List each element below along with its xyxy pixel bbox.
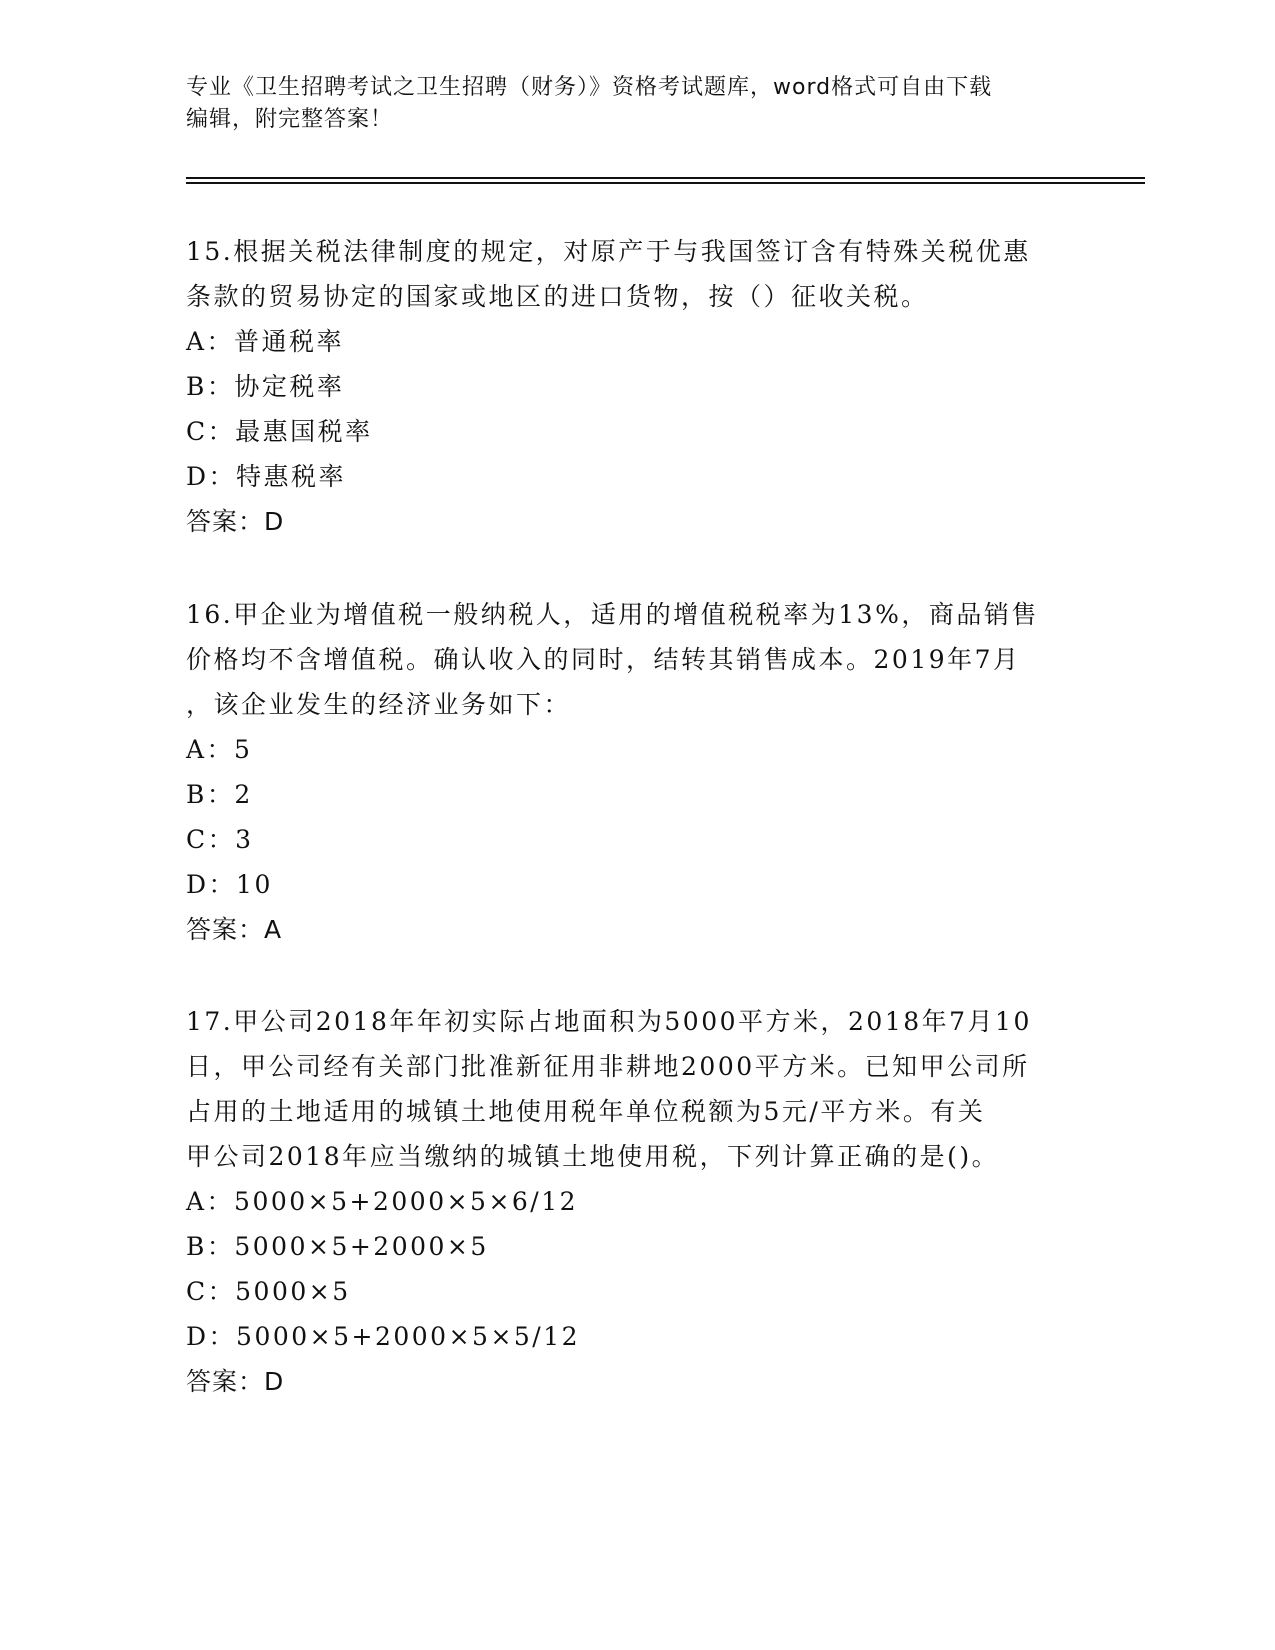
question-17 — [186, 999, 1086, 1404]
header-divider-bottom — [186, 182, 1145, 184]
question-stem-line: 17.甲公司2018年年初实际占地面积为5000平方米，2018年7月10 — [186, 1007, 1032, 1036]
header-line-1: 专业《卫生招聘考试之卫生招聘（财务）》资格考试题库，word格式可自由下载 — [186, 75, 993, 100]
question-stem-line: 价格均不含增值税。确认收入的同时，结转其销售成本。2019年7月 — [186, 645, 1021, 674]
question-stem-line: 占用的土地适用的城镇土地使用税年单位税额为5元/平方米。有关 — [186, 1097, 986, 1126]
option-b: B：2 — [186, 780, 253, 809]
option-c: C：3 — [186, 825, 254, 854]
question-stem-line: 16.甲企业为增值税一般纳税人，适用的增值税税率为13%，商品销售 — [186, 600, 1039, 629]
question-stem-line: 15.根据关税法律制度的规定，对原产于与我国签订含有特殊关税优惠 — [186, 237, 1031, 266]
document-header — [186, 72, 1086, 136]
question-15 — [186, 229, 1086, 544]
answer-line: 答案：D — [186, 1367, 285, 1396]
question-stem-line: ，该企业发生的经济业务如下： — [186, 690, 572, 719]
question-stem-line: 甲公司2018年应当缴纳的城镇土地使用税，下列计算正确的是()。 — [186, 1142, 1000, 1171]
option-c: C：最惠国税率 — [186, 417, 373, 446]
option-a: A：5000×5+2000×5×6/12 — [186, 1187, 579, 1216]
question-stem-line: 日，甲公司经有关部门批准新征用非耕地2000平方米。已知甲公司所 — [186, 1052, 1030, 1081]
question-16 — [186, 592, 1086, 952]
option-b: B：协定税率 — [186, 372, 345, 401]
option-d: D：5000×5+2000×5×5/12 — [186, 1322, 581, 1351]
option-a: A：5 — [186, 735, 253, 764]
answer-line: 答案：A — [186, 915, 283, 944]
option-d: D：10 — [186, 870, 273, 899]
question-stem-line: 条款的贸易协定的国家或地区的进口货物，按（）征收关税。 — [186, 282, 929, 311]
option-d: D：特惠税率 — [186, 462, 347, 491]
header-line-2: 编辑，附完整答案！ — [186, 107, 394, 132]
header-divider-top — [186, 177, 1145, 179]
answer-line: 答案：D — [186, 507, 285, 536]
option-a: A：普通税率 — [186, 327, 345, 356]
option-c: C：5000×5 — [186, 1277, 351, 1306]
option-b: B：5000×5+2000×5 — [186, 1232, 489, 1261]
